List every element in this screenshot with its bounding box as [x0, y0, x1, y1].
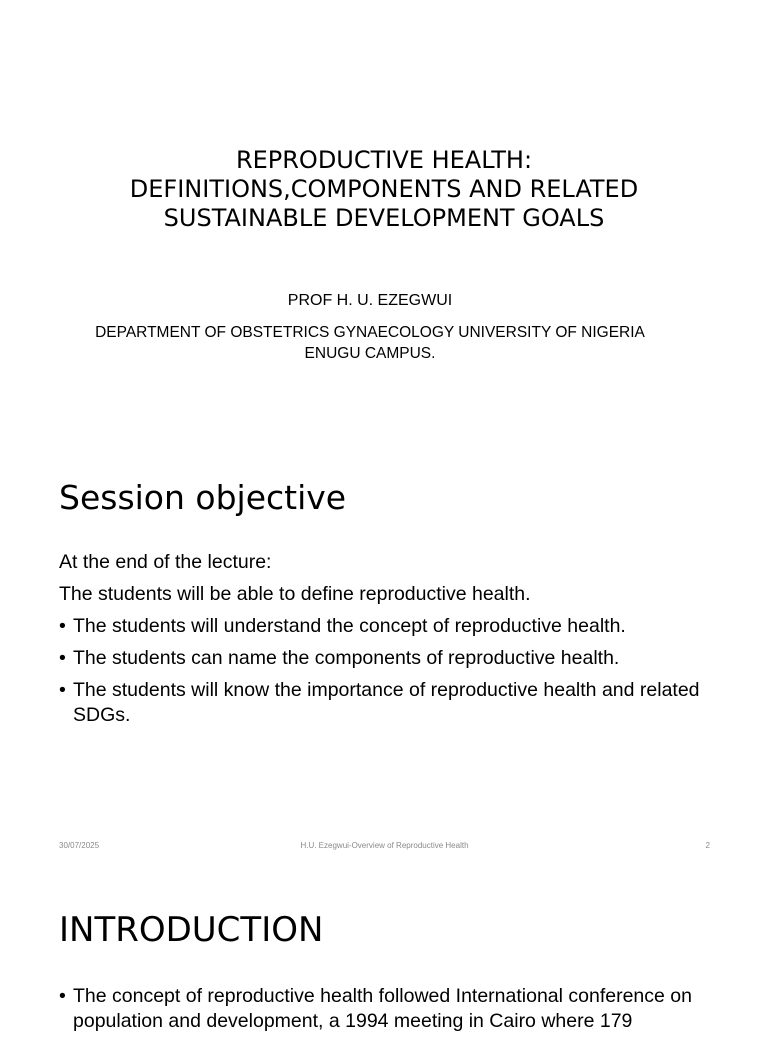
bullet-icon: • [59, 985, 66, 1007]
bullet-icon: • [59, 647, 66, 669]
bullet-item [59, 614, 719, 639]
slide-heading: Session objective [59, 478, 347, 517]
slide-heading: INTRODUCTION [59, 910, 324, 950]
bullet-text: The students will understand the concept of reproductive health. [73, 615, 626, 637]
slide-body [59, 550, 719, 735]
session-objective-slide [0, 430, 768, 862]
page-number: 2 [705, 841, 710, 850]
bullet-text: The students can name the components of reproductive health. [73, 647, 620, 669]
body-paragraph: At the end of the lecture: [59, 551, 272, 573]
slide-body [59, 984, 719, 1041]
bullet-item [59, 678, 719, 728]
title-slide [0, 0, 768, 430]
introduction-slide [0, 862, 768, 1032]
bullet-icon: • [59, 679, 66, 701]
department-name: DEPARTMENT OF OBSTETRICS GYNAECOLOGY UNIVERSITY OF NIGERIA ENUGU CAMPUS. [95, 324, 645, 362]
footer-date: 30/07/2025 [59, 841, 100, 850]
slide-footer [59, 841, 710, 853]
bullet-text: The students will know the importance of reproductive health and related SDGs. [73, 679, 700, 726]
body-paragraph: The students will be able to define reproductive health. [59, 583, 531, 605]
presentation-title: REPRODUCTIVE HEALTH: DEFINITIONS,COMPONENTS AND RELATED SUSTAINABLE DEVELOPMENT GOALS [129, 146, 639, 232]
footer-title: H.U. Ezegwui-Overview of Reproductive Health [300, 841, 469, 850]
presenter-name: PROF H. U. EZEGWUI [287, 292, 453, 309]
bullet-text: The concept of reproductive health followed International conference on population and development, a 1994 meeting in Cairo where 179 [73, 985, 692, 1032]
bullet-item [59, 646, 719, 671]
bullet-item [59, 984, 719, 1034]
bullet-icon: • [59, 615, 66, 637]
